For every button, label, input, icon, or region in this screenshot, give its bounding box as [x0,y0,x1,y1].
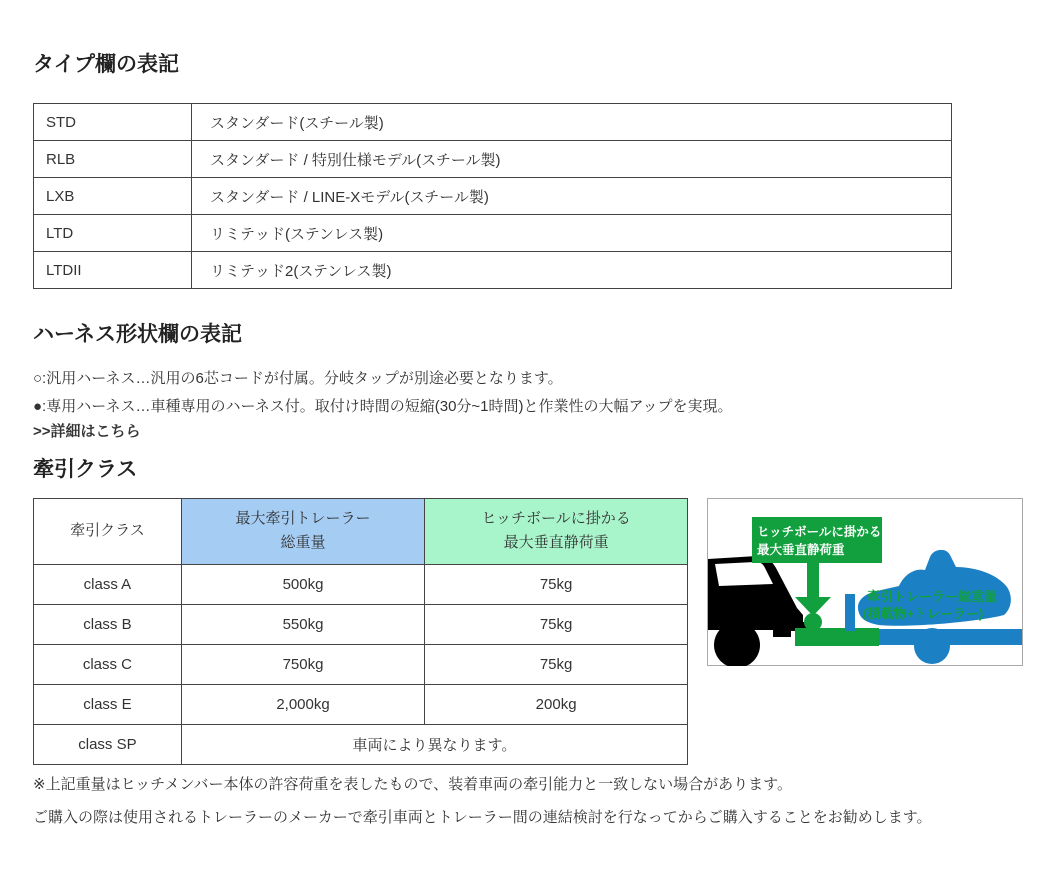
table-row [34,564,688,604]
harness-section-title: ハーネス形状欄の表記 [33,323,242,347]
type-table [33,103,952,289]
type-code: LTDII [34,252,192,289]
hitch-label-line1: ヒッチボールに掛かる [757,524,882,539]
class-name: class C [34,644,182,684]
details-link-line [33,422,1051,442]
trailer-weight: 750kg [181,644,424,684]
class-name: class E [34,684,182,724]
vertical-load: 75kg [425,604,688,644]
hitch-label-line2: 最大垂直静荷重 [757,542,845,557]
vertical-load: 75kg [425,564,688,604]
type-desc: スタンダード(スチール製) [192,104,952,141]
table-row [34,141,952,178]
towing-class-table [33,498,688,765]
type-desc: スタンダード / 特別仕様モデル(スチール製) [192,141,952,178]
type-code: LXB [34,178,192,215]
header-class: 牽引クラス [34,498,182,564]
type-code: LTD [34,215,192,252]
header-max-trailer-line1: 最大牽引トレーラー [235,510,371,528]
towing-illustration [707,498,1023,666]
arrow-stem [807,563,819,597]
header-max-vertical [425,498,688,564]
table-row [34,684,688,724]
class-name: class SP [34,724,182,764]
towing-content-row [33,498,1051,765]
trailer-weight-label-line1: 牽引トレーラー総重量 [867,588,998,604]
table-row [34,252,952,289]
vertical-load: 200kg [425,684,688,724]
trailer-wheel [914,628,950,664]
header-max-trailer-line2: 総重量 [280,534,326,552]
trailer-weight: 2,000kg [181,684,424,724]
sp-merged-cell: 車両により異なります。 [181,724,687,764]
towing-section-title: 牽引クラス [33,458,138,482]
trailer-weight: 500kg [181,564,424,604]
weight-disclaimer-note: ※上記重量はヒッチメンバー本体の許容荷重を表したもので、装着車両の牽引能力と一致しない場合があります。 [33,775,792,793]
purchase-advice-note: ご購入の際は使用されるトレーラーのメーカーで牽引車両とトレーラー間の連結検討を行なってからご購入することをお勧めします。 [33,808,932,826]
class-name: class A [34,564,182,604]
table-row [34,644,688,684]
table-row [34,104,952,141]
type-desc: スタンダード / LINE-Xモデル(スチール製) [192,178,952,215]
header-max-trailer [181,498,424,564]
header-max-vertical-line2: 最大垂直静荷重 [503,534,609,552]
table-row [34,178,952,215]
table-header-row [34,498,688,564]
harness-generic-line: ○:汎用ハーネス…汎用の6芯コードが付属。分岐タップが別途必要となります。 [33,370,563,388]
header-max-vertical-line1: ヒッチボールに掛かる [481,510,631,528]
table-row [34,604,688,644]
trailer-weight: 550kg [181,604,424,644]
type-section-title: タイプ欄の表記 [33,53,179,76]
type-desc: リミテッド(ステンレス製) [192,215,952,252]
type-code: STD [34,104,192,141]
table-row [34,724,688,764]
trailer-weight-label-line2: (積載物+トレーラー) [863,605,984,621]
type-desc: リミテッド2(ステンレス製) [192,252,952,289]
hitch-base [795,628,879,646]
class-name: class B [34,604,182,644]
harness-dedicated-line: ●:専用ハーネス…車種専用のハーネス付。取付け時間の短縮(30分~1時間)と作業性の大幅アップを実現。 [33,398,733,416]
details-link[interactable]: >>詳細はこちら [33,423,141,441]
vertical-load: 75kg [425,644,688,684]
car-wheel [714,622,760,666]
type-code: RLB [34,141,192,178]
table-row [34,215,952,252]
